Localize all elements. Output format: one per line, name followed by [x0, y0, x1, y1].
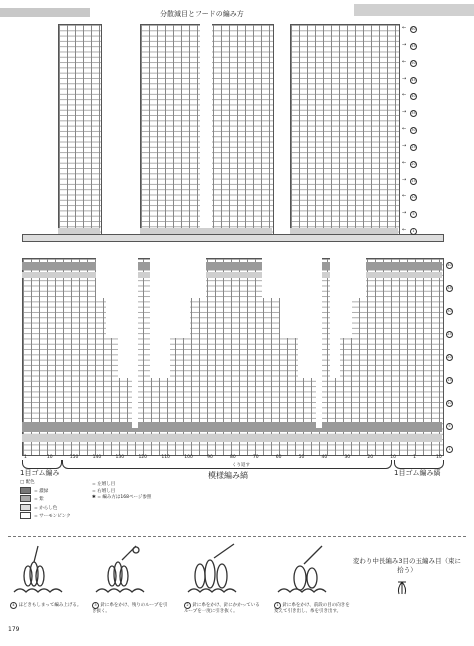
row-number: 55	[411, 43, 416, 48]
hood-chart-right	[290, 24, 400, 240]
bracket-left-label: 1目ゴム編み	[20, 469, 60, 477]
row-arrow: →	[402, 142, 407, 149]
color-legend: □ 配色 = 濃緑 = 紫 = からし色 = サーモンピンク	[20, 480, 71, 519]
row-number: 40	[447, 263, 452, 267]
step4-illustration	[10, 540, 74, 600]
neck-band	[22, 234, 444, 242]
tick-label: 50	[298, 455, 305, 460]
step2-caption: 2 針に糸をかけ、針にかかっているループを一度に引き抜く。	[184, 603, 260, 614]
tick-label: 70	[252, 455, 259, 460]
bobble-stitch-symbol	[396, 580, 408, 596]
swatch-dark-green	[20, 487, 31, 494]
armhole-gap-right	[316, 258, 322, 428]
row-arrow: ←	[402, 227, 407, 233]
row-number: 35	[447, 286, 452, 290]
hood-chart-left	[58, 24, 102, 240]
tick-label: 30	[344, 455, 351, 460]
tick-label: 10	[46, 455, 53, 460]
armhole-gap-left	[132, 258, 138, 428]
row-number: 35	[411, 111, 416, 116]
row-number: 30	[447, 309, 452, 313]
row-number: 60	[411, 27, 416, 31]
tick-label: 1	[413, 455, 416, 460]
row-number: 20	[447, 355, 452, 359]
body-band-dark-top	[22, 262, 442, 270]
row-number: 30	[411, 128, 416, 132]
row-arrow: ←	[402, 193, 407, 200]
row-arrow: →	[402, 109, 407, 116]
section-divider	[8, 536, 466, 537]
symbol-legend: = 左増し目 = 右増し目 ✱ = 編み方は168ページ参照	[92, 482, 152, 500]
row-number: 50	[411, 60, 416, 65]
tick-label: 130	[115, 455, 125, 460]
step4-caption: 4 ほどきもしまって編み上げる。	[10, 602, 88, 609]
swatch-salmon	[20, 512, 31, 519]
swatch-mustard	[20, 504, 31, 511]
row-arrow: ←	[402, 58, 407, 65]
row-number: 25	[447, 332, 452, 336]
legend-heading: □ 配色	[20, 480, 35, 485]
step1-caption: 1 針に糸をかけ、前段の目の向きを変えて引き出し、糸を引き出す。	[274, 603, 350, 614]
header-left-bar	[0, 8, 90, 17]
page-number: 179	[8, 626, 20, 633]
repeat-label: くり返す	[232, 463, 250, 468]
chart-title: 分散減目とフードの編み方	[160, 10, 244, 18]
raglan-mid-right	[262, 258, 316, 298]
tick-label: 1	[24, 455, 27, 460]
step1-illustration	[274, 540, 338, 600]
step3-caption: 3 針に糸をかけ、残りのループを引き抜く。	[92, 603, 168, 614]
row-arrow: ←	[402, 159, 407, 166]
swatch-purple	[20, 495, 31, 502]
row-arrow: →	[402, 75, 407, 82]
row-arrow: →	[402, 41, 407, 48]
row-number: 25	[411, 144, 416, 149]
tick-label: 90	[207, 455, 213, 460]
raglan-left	[96, 258, 132, 298]
step2-illustration	[184, 540, 248, 600]
row-number: 40	[411, 94, 416, 99]
tick-label: 100	[184, 455, 193, 460]
stitch-title: 変わり中長編み3目の玉編み目（束に拾う）	[352, 557, 462, 574]
tick-label: 10	[390, 455, 396, 460]
tick-label: 110	[161, 455, 170, 460]
bobble-symbol: ✱	[92, 495, 98, 500]
tick-label: 10	[436, 455, 442, 460]
row-arrow: →	[402, 210, 407, 217]
step3-illustration	[92, 540, 156, 600]
tick-label: 120	[138, 455, 148, 460]
tick-label: 80	[230, 455, 236, 460]
row-number: 15	[447, 378, 452, 382]
row-number: 15	[411, 178, 416, 183]
row-number: 10	[447, 401, 452, 405]
tick-label: 150	[69, 455, 79, 460]
bracket-right-label: 1目ゴム編み縞	[394, 469, 441, 477]
row-number: 45	[411, 77, 416, 82]
bracket-middle-label: 模様編み縞	[208, 471, 248, 480]
body-band-dark-bottom	[22, 422, 442, 432]
raglan-right	[330, 258, 366, 298]
row-number: 5	[446, 423, 453, 430]
row-arrow: →	[402, 176, 407, 183]
row-arrow: ←	[402, 126, 407, 132]
tick-label: 60	[275, 455, 282, 460]
row-number: 5	[410, 211, 417, 218]
row-arrow: ←	[402, 92, 407, 99]
row-number: 1	[410, 228, 417, 235]
row-arrow: ←	[402, 25, 407, 31]
tick-label: 40	[321, 455, 328, 460]
bracket-middle	[62, 460, 392, 469]
tick-label: 20	[367, 455, 374, 460]
row-number: 20	[411, 161, 416, 166]
tick-label: 140	[92, 455, 102, 460]
header-right-bar	[354, 4, 474, 16]
row-number: 10	[411, 195, 416, 200]
row-number: 1	[446, 446, 453, 453]
raglan-mid-left	[150, 258, 206, 298]
